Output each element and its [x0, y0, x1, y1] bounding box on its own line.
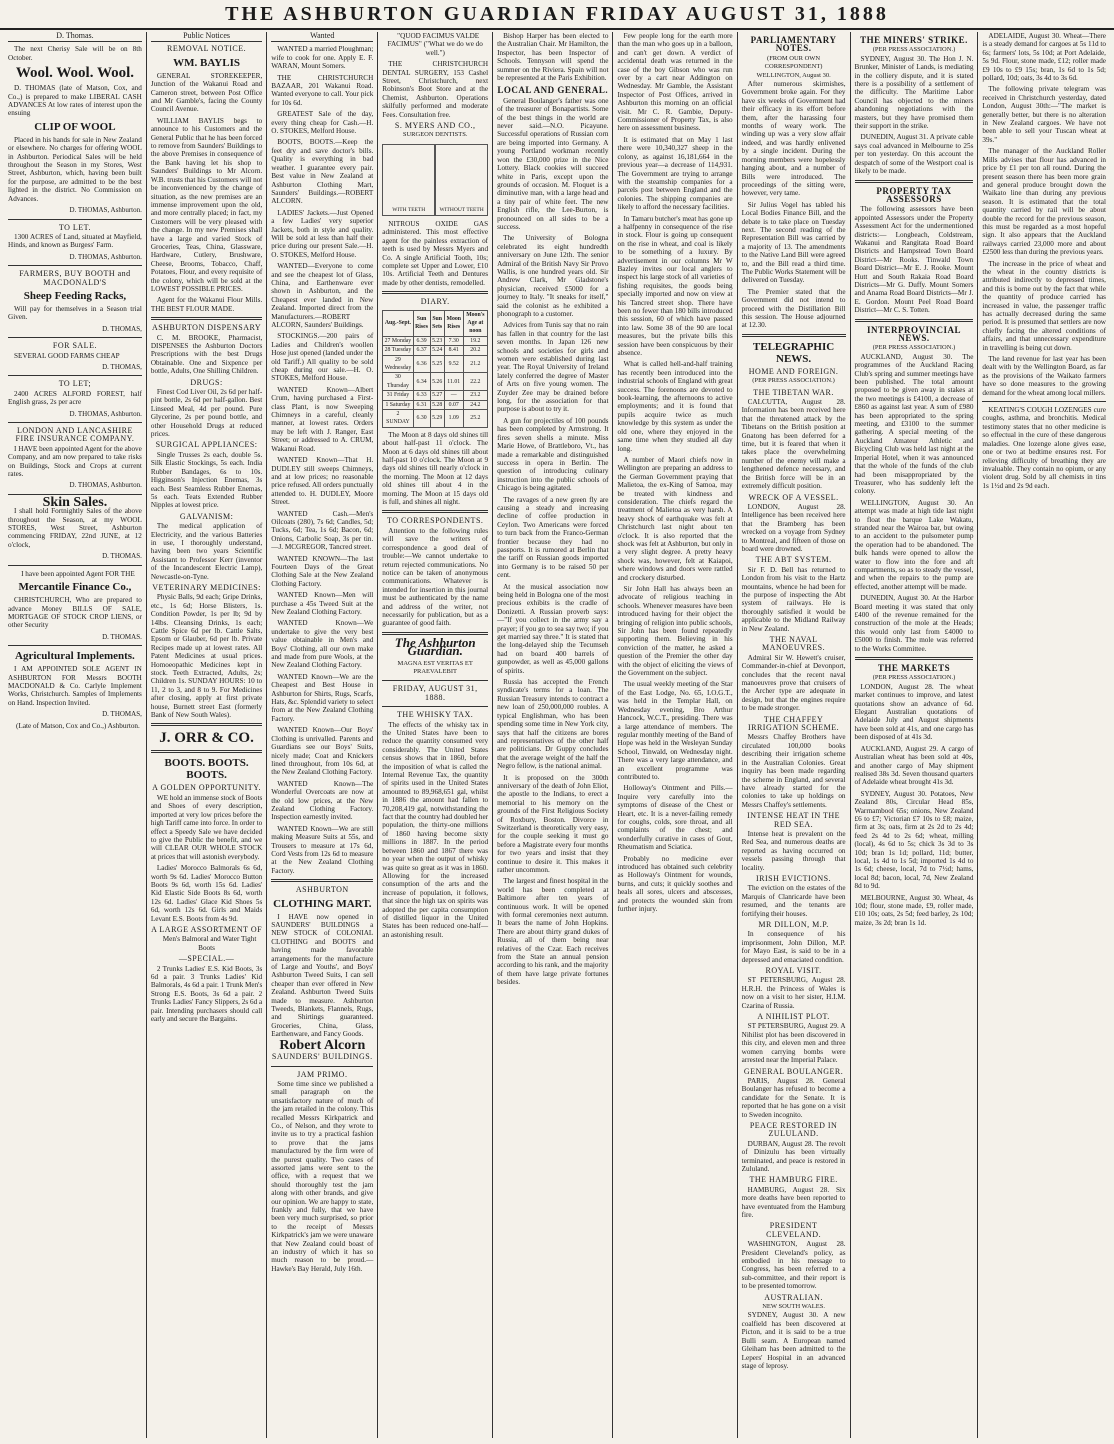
notice-text: 1300 ACRES of Land, situated at Mayfield, Hinds, and known as Burgess' Farm. [8, 232, 142, 250]
sub-heading: NEW SOUTH WALES. [762, 1303, 825, 1311]
table-cell: 30 Thursday [383, 373, 413, 391]
notice-text: (Late of Matson, Cox and Co.,) Ashburton. [16, 721, 140, 730]
notice-text: I shall hold Fortnightly Sales of the above throughout the Season, at my WOOL STORES, West Street, Ashburton commencing FRIDAY, 22nd JUNE, at 12 o'clock, [8, 507, 142, 549]
divider [982, 401, 1106, 402]
notice-text: 2400 ACRES ALFORD FOREST, half English grass, 2s per acre [8, 389, 142, 407]
article-heading: THE TIBETAN WAR. [753, 387, 834, 397]
table-cell: 0.07 [444, 400, 463, 409]
sub-heading: SURGICAL APPLIANCES: [155, 440, 258, 450]
article-text: Attention to the following rules will save the writers of correspondence a good deal of trouble:—We cannot undertake to return rejected communications. No notice can be taken of anonymous communications. Whatever is intended for insertion in this journal must be authenticated by the name and address of the writer, not necessarily for publication, but as a guarantee of good faith. [382, 526, 489, 628]
notice-text: I have been appointed Agent FOR THE [21, 569, 135, 578]
signature: D. THOMAS, Ashburton. [69, 409, 142, 418]
masthead: THE ASHBURTON GUARDIAN FRIDAY AUGUST 31, 1888 [0, 0, 1114, 30]
article-text: Russia has accepted the French syndicate's terms for a loan. The Russian Treasury intends to contract a new loan of 250,000,000 roubles. A typical Englishman, who has been spending some time in New York city, says that half the citizens are bores and representatives of the other half are politicians. Dr Guppy concludes that the average weight of the half the Negro fellow, is the national animal. [497, 678, 609, 771]
article-text: A gun for projectiles of 100 pounds has been completed by Armstrong. It fires seven shells a minute. Miss Marie Howe, of Brattleboro, Vt., has made a remarkable and distinguished success in opera in Berlin. The question of introducing culinary instruction into the public schools of Chicago is being agitated. [497, 416, 609, 493]
signature: D. THOMAS. [102, 552, 142, 561]
column-4 [378, 32, 493, 1438]
article-text: Sir Julius Vogel has tabled his Local Bodies Finance Bill, and the debate is to take place on Tuesday next. The second reading of the Representation Bill was carried by a majority of 13. The amendments to the Native Land Bill were agreed to, and the Bill read a third time. The Public Works Statement will be delivered on Tuesday. [741, 200, 846, 285]
article-text: MELBOURNE, August 30. Wheat, 4s 10d; flour, stone made, £9, roller made, £10 10s; oats, 2s 5d; feed barley, 2s 10d; maize, 3s 2d; bran 1s 1d. [854, 893, 974, 927]
baylis-heading: WM. BAYLIS [173, 56, 240, 69]
table-row [383, 336, 488, 345]
signature: D. THOMAS, Ashburton. [69, 206, 142, 215]
article-text: WASHINGTON, August 28. President Cleveland's policy, as embodied in his message to Congress, has been referred to a sub-committee, and their report is to be presented tomorrow. [741, 1240, 846, 1291]
article-text: The manager of the Auckland Roller Mills advises that flour has advanced in price by £1 per ton all round. During the present season there has been more grain and general produce brought down the Waikato line than during any previous season. It is estimated that the total quantity carried by rail will be about double the record for the previous season, this must be regarded as a most hopeful sign. It also appears that the Auckland railways carried 23,000 more and about £2500 less than during the previous years. [982, 147, 1106, 257]
article-text: Some time since we published a small paragraph on the unsatisfactory nature of much of the jam retailed in the colony. This recalled Messrs Kirkpatrick and Co., of Nelson, and they wrote to invite us to try a practical fashion to prove that the jams manufactured by the firm were of the purest quality. Two cases of assorted jams were sent to the office, with a request that we should thoroughly test the jam along with other brands, and give our opinion. We are happy to state, frankly and fully, that we have been very much surprised, so prior to the receipt of Messrs Kirkpatrick's jam we were unaware that New Zealand could boast of an industry of which it has so much reason to be proud.—Hawke's Bay Herald, July 16th. [271, 1079, 374, 1273]
ad-text: I HAVE now opened in SAUNDERS' BUILDINGS a NEW STOCK of COLONIAL CLOTHING and BOOTS and having made favorable arrangements for the manufacture of Large and Youths', and Boys' Ashburton Tweed Suits, I can sell cheaper than ever offered in New Zealand. Ashburton Tweed Suits made to measure. Ashburton Tweeds, Blankets, Flannels, Rugs, and Shirtings guaranteed. Groceries, China, Glass, Earthenware, and Fancy Goods. [271, 912, 374, 1039]
column-1 [4, 32, 147, 1438]
mart-heading: CLOTHING MART. [273, 897, 372, 910]
table-cell: 31 Friday [383, 391, 413, 400]
table-row [383, 391, 488, 400]
article-text: ST PETERSBURG, August 29. A Nihilist plot has been discovered in this city, and eleven men and three women carrying bombs were arrested near the Imperial Palace. [741, 1022, 846, 1065]
article-heading: ROYAL VISIT. [765, 966, 822, 976]
table-cell: 28 Tuesday [384, 347, 412, 354]
article-text: Advices from Tunis say that no rain has fallen in that country for the last seven months. In Japan 126 new schools and societies for girls and women were established during last year. The Royal University of Ireland lately conferred the degree of Master of Arts on five young women. The Zuyder Zee may be drained before long, for the association for that purpose is about to try it. [497, 321, 609, 414]
article-text: General Boulanger's father was one of the treasurer of Bonapartists. Some of the best things in the world are never said.—N.O. Picayune. Successful operations of Russian corn are being imported into Germany. A young Portland workman recently won the £30,000 prize in the Nice Lottery. Black cookies will succeed white in Paris, except upon the grounds of occasion. M. Floquet is a diminutive man, with a large head and a tiny pair of white feet. The new English rifle, the Lee-Burton, is pronounced on all sides to be a success. [497, 96, 609, 231]
section-heading: FARMERS, BUY BOOTH and MACDONALD'S [19, 269, 131, 287]
section-heading: THE MINERS' STRIKE. [860, 35, 968, 45]
sub-heading: A LARGE ASSORTMENT OF [151, 924, 263, 934]
wanted-ad: STOCKINGS.—200 pairs of Ladies and Children's woollen Hose just opened (landed under the old Tariff.) All quality to be sold cheap during our sale.—H. O. STOKES, Melford House. [271, 332, 374, 383]
column-8 [851, 32, 979, 1438]
wool-heading: Wool. Wool. Wool. [15, 65, 135, 82]
dateline: WELLINGTON, August 30. [756, 71, 831, 79]
article-heading: THE WHISKY TAX. [397, 710, 474, 720]
divider [382, 706, 488, 707]
article-text: DURBAN, August 28. The revolt of Dinizulu has been virtually terminated, and peace is restored in Zululand. [741, 1139, 846, 1173]
article-heading: THE HAMBURG FIRE. [749, 1175, 838, 1185]
sub-heading: SAUNDERS' BUILDINGS. [271, 1052, 373, 1062]
article-text: The Premier stated that the Government did not intend to proceed with the Distillation Bill this session. The House adjourned at 12.30. [741, 287, 846, 330]
divider [271, 1066, 373, 1067]
article-text: The following assessors have been appointed Assessors under the Property Assessment Act for the undermentioned districts:— Longbeach, Coldstream, Wakanui and Rangitata Road Board Districts and Hampstead Town Board District—Mr Rooks. Tinwald Town Board District—Mr E. J. Rooke. Mount Hutt and South Rakaia Road Board Districts—Mr G. Duffy. Mount Somers and Anama Road Board Districts—Mr J. E. Gordon. Mount Peel Road Board District—Mr C. S. Totten. [854, 205, 974, 315]
wanted-ad: WANTED Known—We are still making Measure Suits at 55s, and Trousers to measure at 17s 6d, Cord Vests from 12s 6d to measure at the New Zealand Clothing Factory. [271, 824, 374, 875]
table-cell: 19.2 [463, 336, 487, 345]
signature: D. THOMAS, Ashburton. [69, 252, 142, 261]
wanted-ad: WANTED Known—That H. DUDLEY still sweeps Chimneys, and at low prices; no reasonable price refused. All orders punctually attended to. H. DUDLEY, Moore Street. [271, 456, 374, 507]
column-heading: Public Notices [151, 32, 262, 42]
table-cell: 22.2 [463, 373, 487, 391]
table-cell: 6.36 [413, 355, 430, 373]
article-text: The largest and finest hospital in the world has been completed at Baltimore after ten years of continuous work. It will be opened with formal ceremonies next autumn. It bears the name of John Hopkins. There are about thirty grand dukes of Russia, all of them being near relatives of the Czar. Each receives from the State an annual pension according to his rank, and the majority of them have large private fortunes besides. [497, 877, 609, 987]
wanted-ad: WANTED Known—Men will purchase a 45s Tweed Suit at the New Zealand Clothing Factory. [271, 591, 374, 616]
agri-heading: Agricultural Implements. [15, 650, 135, 663]
orr-heading: J. ORR & CO. [159, 730, 254, 747]
byline: (PER PRESS ASSOCIATION.) [872, 46, 956, 54]
ad-text: Agent for the Wakanui Flour Mills. THE BEST FLOUR MADE. [150, 296, 263, 313]
divider [8, 422, 142, 423]
newspaper-flag: The Ashburton Guardian. [394, 634, 476, 659]
article-text: The eviction on the estates of the Marquis of Clanricarde have been resumed, and the tenants are fortifying their houses. [741, 884, 846, 918]
table-cell: 29 Wednesday [384, 356, 412, 371]
table-cell: 6.39 [413, 336, 430, 345]
article-text: Sir John Hall has always been an advocate of religious teaching in schools. Whenever measures have been introduced having for their object the bringing of religion into public schools, Sir John has been found repeatedly supporting them. Believing in his conviction of the matter, he asked a question of the Premier the other day with the object of eliciting the views of the Government on the subject. [617, 585, 733, 678]
table-cell: 7.30 [444, 336, 463, 345]
table-row [383, 355, 488, 373]
column-6 [613, 32, 737, 1438]
section-heading: LONDON AND LANCASHIRE FIRE INSURANCE COMPANY. [15, 426, 135, 444]
face-illustration-left [382, 144, 435, 216]
caption: WITH TEETH [392, 207, 426, 214]
column-heading: Wanted [271, 32, 373, 42]
ad-text: 2 Trunks Ladies' E.S. Kid Boots, 3s 6d a pair. 3 Trunks Ladies' Kid Balmorals, 4s 6d a pair. 1 Trunk Men's Strong E.S. Boots, 3s 6d a pair. 2 Trunks Ladies' Fancy Slippers, 2s 6d a pair. Intending purchasers should call early and secure the Bargains. [150, 964, 263, 1024]
article-heading: INTENSE HEAT IN THE RED SEA. [747, 811, 841, 829]
byline: (PER PRESS ASSOCIATION.) [872, 344, 956, 352]
ad-text: THE CHRISTCHURCH DENTAL SURGERY, 153 Cashel Street, Christchurch, next Robinson's Boot Store and at the Chemist, Ashburton. Operations skilfully performed and moderate Fees. Consultation free. [382, 60, 489, 119]
table-cell: 1.09 [444, 410, 463, 428]
section-heading: ASHBURTON [295, 885, 349, 895]
table-cell: — [444, 391, 463, 400]
table-cell: 5.27 [430, 391, 444, 400]
byline: (PER PRESS ASSOCIATION.) [752, 377, 835, 385]
divider [855, 657, 974, 660]
article-text: The following private telegram was received in Christchurch yesterday, dated London, August 30th:—"The market is generally better, but there is no alteration in New Zealand cargoes. We have not been able to sell your Tuscan wheat at 39s." [982, 85, 1106, 144]
divider [8, 337, 142, 338]
notice-text: Placed in his hands for sale in New Zealand or elsewhere. No charges for offering WOOL in Ashburton. Periodical Sales will be held throughout the Season in my Stores, West Street, Ashburton, which, having been built for the purpose, are admitted to be the best lighted in the district. No Commission on Advances. [8, 135, 142, 203]
table-cell: 25.2 [463, 410, 487, 428]
article-text: The land revenue for last year has been dealt with by the Wellington Board, as far as the provisions of the Waikato farmers have so done measures to the growing demand for the wheat among local millers. [982, 355, 1106, 397]
divider [8, 565, 142, 566]
notice-text: The next Cherisy Sale will be on 8th October. [8, 45, 142, 62]
wanted-ad: WANTED Cash.—Men's Oilcoats (280), 7s 6d; Candles, 5d; Tucks, 6d; Tea, 1s 6d; Bacon, 6d; Onions, Carbolic Soap, 3s per tin.—J. MCGREGOR, Tancred street. [271, 509, 374, 552]
notice-text: I HAVE been appointed Agent for the above Company, and am now prepared to take risks on Buildings, Stock and Crops at current rates. [8, 444, 142, 479]
article-heading: WRECK OF A VESSEL. [748, 492, 839, 502]
article-heading: IRISH EVICTIONS. [756, 873, 832, 883]
column-2 [147, 32, 267, 1438]
divider [382, 291, 488, 294]
wanted-ad: WANTED Known—The Wonderful Overcoats are now at the old low prices, at the New Zealand Clothing Factory. Inspection earnestly invited. [271, 779, 374, 822]
article-text: AUCKLAND, August 29. A cargo of Australian wheat has been sold at 40s, and another cargo of May shipment realised 38s 3d. Seven thousand quarters of Adelaide wheat brought 41s 3d. [854, 744, 974, 787]
divider [382, 680, 488, 681]
divider [8, 375, 142, 376]
divider [151, 723, 262, 726]
table-cell: 21.2 [463, 355, 487, 373]
ad-text: KEATING'S COUGH LOZENGES cure coughs, asthma, and bronchitis. Medical testimony states that no other medicine is so effectual in the cure of these dangerous maladies. One lozenge alone gives ease, one or two at bedtime ensures rest. For relieving difficulty of breathing they are invaluable. They contain no opium, or any violent drug. Sold by all chemists in tins 1s 1½d and 2s 9d each. [982, 406, 1106, 490]
notice-text: I AM APPOINTED SOLE AGENT IN ASHBURTON FOR Messrs BOOTH MACDONALD & Co. Carlyle Implement Works, Christchurch. Samples of Implements on Hand. Inspection Invited. [8, 665, 142, 707]
diary-table [382, 310, 488, 428]
ad-text: Ladies' Morocco Balmorals 6s 6d, worth 9s 6d. Ladies' Morocco Button Boots 9s 6d, worth 15s 6d. Ladies' Kid Elastic Side Boots 8s 6d, worth 12s 6d. Ladies' Glace Kid Shoes 5s 6d, worth 12s 6d. Girls and Maids Levant E.S. Boots from 4s 9d. [150, 864, 263, 923]
table-cell: 23.2 [463, 391, 487, 400]
wanted-ad: BOOTS, BOOTS.—Keep the feet dry and save doctor's bills. Quality is everything in bad weather. I guarantee every pair. Best value in New Zealand at Ashburton Clothing Mart, Saunders' Buildings.—ROBERT ALCORN. [271, 138, 374, 206]
ad-text: GENERAL STOREKEEPER, Junction of the Wakanui Road and Cameron street, between Post Office and Mr Gamble's, facing the County Council Avenue. [150, 71, 263, 114]
signature: D. THOMAS, [102, 710, 142, 719]
article-text: Messrs Chaffey Brothers have circulated 100,000 books describing their irrigation scheme in the Australian Colonies. Great inquiry has been made regarding the scheme in England, and several have already started for the colonies to take up holdings on Messrs Chaffey's settlements. [741, 733, 846, 809]
sub-heading: SURGEON DENTISTS. [402, 131, 468, 139]
section-heading: PARLIAMENTARY NOTES. [750, 35, 837, 54]
divider [8, 645, 142, 646]
table-cell: 5.28 [430, 400, 444, 409]
mercantile-heading: Mercantile Finance Co., [18, 581, 132, 594]
article-text: WELLINGTON, August 30. An attempt was made at high tide last night to float the barque Lake Wakatu, stranded near the Wairoa bar, but owing to an accident to the pulsometer pump the operation had to be abandoned. The bulk hands were opened to allow the water to flow into the fore and aft compartments, so as to steady the vessel, and when the repairs to the pump are effected, another attempt will be made. [854, 498, 974, 591]
article-text: DUNEDIN, August 31. A private cable says coal advanced in Melbourne to 25s per ton yesterday. On this account the despatch of some of the Westport coal is likely to be made. [854, 133, 974, 176]
article-text: The University of Bologna celebrated its eight hundredth anniversary on June 12th. The senior Admiral of the British Navy Sir Provo Wallis, is one hundred years old. Sir Andrew Clark, Mr Gladstone's physician, received £5000 for a journey to Italy. "It sneaks for itself," said the colonist as he exhibited a phonograph to a customer. [497, 234, 609, 318]
wanted-ad: WANTED Known—We are the Cheapest and Best House in Ashburton for Shirts, Rugs, Scarfs, Hats, &c. Splendid variety to select from at the New Zealand Clothing Factory. [271, 672, 374, 723]
article-text: ADELAIDE, August 30. Wheat—There is a steady demand for cargoes at 5s 11d to 6s; farmers' lots, 5s 10d; at Port Adelaide, 5s 9d. Flour, stone made, £12; roller made £9 10s to £9 15s; bran, 1s 6d to 1s 5d; pollard, 10d; oats, 3s 4d to 3s 6d. [982, 32, 1106, 83]
table-cell: 6.34 [413, 373, 430, 391]
article-text: LONDON, August 28. Intelligence has been received here that the Bramberg has been wrecked on a voyage from Sydney to Montreal, and fifteen of those on board were drowned. [741, 502, 846, 553]
sub-heading: GALVANISM: [179, 511, 234, 521]
table-cell: 6.31 [413, 400, 430, 409]
article-heading: THE ABT SYSTEM. [755, 555, 832, 565]
table-row [383, 410, 488, 428]
article-text: At the musical association now being held in Bologna one of the most precious exhibits is the cradle of Donizetti. A Russian proverb says:—"If you collect in the army say a prayer; if you go to sea say two; if you get married say three." It is stated that the long-delayed ship the Tecumseh had on board 400 barrels of gunpowder, as well as 45,000 gallons of spirits. [497, 582, 609, 675]
column-5 [493, 32, 613, 1438]
signature: D. THOMAS, [102, 324, 142, 333]
article-text: A number of Maori chiefs now in Wellington are preparing an address to the German Government praying that Malietoa, the ex-King of Samoa, may be treated with kindness and consideration. The chiefs regard the treatment of Malietoa as very harsh. A heavy shock of earthquake was felt at Christchurch last night about ten o'clock. It is also reported that the shock was felt at Ashburton, but only in a very slight degree. A pretty heavy shock was, however, felt at Kaiapoi, where windows and doors were rattled and crockery disturbed. [617, 455, 733, 582]
article-text: Intense heat is prevalent on the Red Sea, and numerous deaths are reported as having occurred on vessels passing through that locality. [741, 829, 846, 872]
section-heading: S. MYERS AND CO., [394, 121, 476, 131]
column-7 [738, 32, 851, 1438]
face-illustration-right [435, 144, 488, 216]
wanted-ad: WANTED KNOWN—The last Fourteen Days of the Great Clothing Sale at the New Zealand Clothing Factory. [271, 554, 374, 588]
article-text: In Tamaru butcher's meat has gone up a halfpenny in consequence of the rise in stock. Flour is going up consequent on the rise in wheat, and coal is likely to be something of a luxury. By advertisement in our columns Mr W Bazley invites our local anglers to inspect his large stock of all varieties of fishing requisites, the goods being specially imported and now on view at his Tancred street shop. There have been no fewer than 180 bills introduced this session, 60 of which have passed into law. Some 38 of the 90 are local measures, but the private bills this session have been conspicuous by their absence. [617, 214, 733, 358]
table-header-cell: Sun Rises [413, 310, 430, 336]
table-cell: 24.2 [463, 400, 487, 409]
signature: D. THOMAS, Ashburton. [69, 481, 142, 490]
article-text: ST PETERSBURG, August 28. H.R.H. the Princess of Wales is now on a visit to her sister, H.I.M. Czarina of Russia. [741, 976, 846, 1010]
ad-text: NITROUS OXIDE GAS administered. This most effective agent for the painless extraction of teeth is used by Messrs Myers and Co. A single Artificial Tooth, 10s; complete set Upper and Lower, £10 10s. Artificial Teeth and Dentures made by other dentists, remodelled. [382, 219, 489, 287]
table-cell: 2 SUNDAY [383, 410, 413, 428]
article-text: It is estimated that on May 1 last there were 10,340,327 sheep in the colony, as against 16,181,664 in the previous year—a decrease of 114,931. The Government are trying to arrange with the steamship companies for a parcels post between England and the colonies. The shipping companies are likely to afford the necessary facilities. [617, 135, 733, 212]
byline: (FROM OUR OWN CORRESPONDENT) [764, 54, 823, 71]
table-cell: 5.26 [430, 373, 444, 391]
table-cell: 5.23 [430, 336, 444, 345]
article-text: SYDNEY, August 30. The Hon J. N. Brunker, Minister of Lands, is mediating in the colliery dispute, and it is stated there is a possibility of a settlement of the difficulty. The Maritime Labor Council has objected to the miners abandoning negotiations with the masters, but they have promised them their support in the strike. [854, 54, 974, 131]
table-header-row [383, 310, 488, 336]
article-text: The Moon at 8 days old shines till about half-past 11 o'clock. The Moon at 6 days old shines till about half-past 10 o'clock. The Moon at 9 days old shines till nearly o'clock in the morning. The Moon at 12 days old shines till about 4 in the morning. The Moon at 15 days old is full, and shines all night. [382, 430, 489, 507]
dental-illustration [382, 144, 488, 216]
table-cell: 1 Saturday [383, 400, 413, 409]
article-text: Few people long for the earth more than the man who goes up in a balloon, and can't get down. A verdict of accidental death was returned in the case of the boy Gibson who was run over by a cart near Addington on Wednesday. Mr Gamble, the Assistant Inspector of Post Offices, arrived in Ashburton this morning on an official visit. Mr C. R. Gambie, Deputy-Commissioner of Property Tax, is also here on assessment business. [617, 32, 733, 133]
wanted-ad: THE CHRISTCHURCH BAZAAR, 201 Wakanui Road. Wanted everyone to call. Your pick for 10s 6d. [271, 73, 374, 107]
motto: MAGNA EST VERITAS ET PRAEVALEBIT [397, 659, 473, 675]
article-text: The increase in the price of wheat and the wheat in the country districts is attributed indirectly to depressed times, and this is borne out by the fact that while the quantity of produce carried has increased in value, the passenger traffic has actually decreased during the same period. It is presumed that settlers are now chiefly facing the altered conditions of affairs, and that unnecessary expenditure in travelling is being cut down. [982, 259, 1106, 352]
divider [855, 319, 974, 322]
byline: (PER PRESS ASSOCIATION.) [872, 674, 956, 682]
article-text: SYDNEY, August 30. Potatoes, New Zealand 80s, Circular Head 85s, Warrnambool 65s; onions, New Zealand £6 to £7; Victorian £7 10s to £8; maize, firm at 3s; oats, firm at 2s 2d to 2s 4d; feed 2s 4d to 2s 6d; wheat, milling (local), 4s 6d to 5s; chick 3s 3d to 3s 10d; bran 1s 1d; pollard, 11d; butter, local, 1s 4d to 1s 5d; imported 1s 4d to 1s 6d; cheese, local, 7d to 7½d; hams, local 8d; bacon, local, 7d, New Zealand 8d to 9d. [854, 789, 974, 891]
article-text: In consequence of his imprisonment, John Dillon, M.P. for Mayo East, is said to be in a depressed and emaciated condition. [741, 930, 846, 964]
sub-heading: HOME AND FOREIGN. [748, 366, 839, 376]
section-heading: THE MARKETS [877, 663, 951, 674]
article-heading: A NIHILIST PLOT. [757, 1012, 830, 1022]
article-heading: PEACE RESTORED IN ZULULAND. [749, 1120, 838, 1139]
section-heading: LOCAL AND GENERAL. [497, 85, 609, 96]
ad-text: WILLIAM BAYLIS begs to announce to his Customers and the General Public that he has been forced to remove from Saunders' Buildings to the above Premises in consequence of the Bank having let his shop to Saunders' Buildings to Mr Alcorn. W.B. trusts that his Customers will not be inconvenienced by the change of situation, as the new premises are an immense improvement upon the old, and more centrally placed; in fact, my Customers will be very pleased with the change. In my new Premises shall have a large and varied Stock of Groceries, Teas, China, Glassware, Hardware, Cutlery, Brushware, Cheese, Brooms, Tobacco, Chaff, Potatoes, Flour, and every requisite of the colony, which will be sold at the LOWEST POSSIBLE PRICES. [150, 116, 263, 293]
wanted-ad: WANTED—Everyone to come and see the cheapest lot of Glass, China, and Earthenware ever shown in Ashburton, and the Cheapest ever landed in New Zealand. Imported direct from the Manufacturers.—ROBERT ALCORN, Saunders' Buildings. [271, 262, 374, 329]
article-text: It is proposed on the 300th anniversary of the death of John Eliot, the apostle to the Indians, to erect a memorial to his memory on the grounds of the First Religious Society of Roxbury, Boston. Divorce in Switzerland is theoretically very easy, for the couple seeking it must go before a Magistrate every four months for two years and insist that they continue to desire it. This makes it rather uncommon. [497, 773, 609, 874]
article-text: Sir F. D. Bell has returned to London from his visit to the Hartz mountains, whence he had been for the purpose of inspecting the Abt system of railways. He is thoroughly satisfied it would be applicable to the Midland Railway in New Zealand. [741, 565, 846, 633]
table-cell: 5.24 [430, 346, 444, 355]
section-heading: FOR SALE. [52, 341, 97, 351]
article-text: The effects of the whisky tax in the United States have been to reduce the quantity consumed very considerably. The United States census shows that in 1860, before the imposition of what is called the Internal Revenue Tax, the quantity of spirits used in the United States amounted to 89,968,651 gal, whilst in 1886 the amount had fallen to 70,208,419 gal, notwithstanding the fact that the country had doubled her population, the thirty-one millions of 1860 having become sixty millions in 1887. In the period between 1860 and 1867 there was no year when the output of whisky was quite so great as it was in 1860. Allowing for the increased consumption of the arts and the increase of population, it follows, that since the high tax on spirits was adopted the per capita consumption of distilled liquor in the United States has been reduced one-half—an astonishing result. [382, 720, 489, 939]
section-heading: DIARY. [420, 297, 450, 307]
section-heading: TO LET; [58, 379, 92, 389]
section-heading: PROPERTY TAX ASSESSORS [876, 185, 952, 204]
article-text: Holloway's Ointment and Pills.—Inquire very carefully into the symptoms of disease of the Chest or Heart, etc. It is a never-failing remedy for coughs, colds, sore throat, and all complaints of the chest; and wonderfully curative in cases of Gout, Rheumatism and Sciatica. [617, 784, 733, 852]
article-text: Probably no medicine ever introduced has obtained such celebrity as Holloway's Ointment for wounds, burns, and cuts; it quickly soothes and heals all sores, ulcers and abscesses, and protects the wounded skin from further injury. [617, 854, 733, 914]
ad-text: Men's Balmoral and Water Tight Boots [162, 935, 257, 952]
article-text: What is called hell-and-half training has recently been introduced into the industrial schools of England with great success. The forenoons are devoted to book-learning, the afternoons to active employments; and it is found that pupils acquire twice as much knowledge by this system as under the old one, where they enjoyed in the same time when they studied all day long. [617, 360, 733, 453]
column-9 [978, 32, 1110, 1438]
sub-heading: —SPECIAL.— [178, 954, 235, 964]
clip-heading: CLIP OF WOOL [34, 120, 116, 133]
divider [8, 265, 142, 266]
divider [855, 180, 974, 183]
divider [151, 750, 262, 753]
column-heading: D. Thomas. [8, 32, 142, 42]
section-heading: REMOVAL NOTICE. [167, 44, 247, 54]
article-heading: AUSTRALIAN. [764, 1292, 823, 1302]
article-heading: GENERAL BOULANGER. [743, 1066, 844, 1076]
divider [151, 317, 262, 320]
table-cell: 11.01 [444, 373, 463, 391]
article-heading: THE CHAFFEY IRRIGATION SCHEME. [747, 714, 840, 733]
table-header-cell: Moon Rises [444, 310, 463, 336]
table-body [383, 336, 488, 427]
section-heading: TO LET. [58, 222, 91, 232]
article-heading: PRESIDENT CLEVELAND. [766, 1221, 822, 1239]
section-heading: JAM PRIMO. [297, 1069, 348, 1079]
wanted-ad: GREATEST Sale of the day, every thing cheap for Cash.—H. O. STOKES, Melford House. [271, 110, 374, 136]
table-cell: 8.41 [444, 346, 463, 355]
ad-text: Single Trusses 2s each, double 5s. Silk Elastic Stockings, 5s each. India Rubber Bandages, 6s to 10s. Higginson's Injection Enemas, 3s each. Best Seamless Rubber Enemas, 5s each. Teats Extended Rubber Nipples at lowest price. [150, 450, 263, 510]
table-row [383, 373, 488, 391]
article-text: SYDNEY, August 30. A new coalfield has been discovered at Picton, and it is said to be a true Bulli seam. A European named Gleiham has been admitted to the Lepers' Hospital in an advanced stage of leprosy. [741, 1311, 846, 1370]
article-text: HAMBURG, August 28. Six more deaths have been reported to have eventuated from the Hamburg fire. [741, 1185, 846, 1219]
section-heading: ASHBURTON DISPENSARY [151, 323, 262, 333]
article-text: Admiral Sir W. Hewett's cruiser, Commander-in-chief at Devonport, concludes that the recent naval manoeuvres prove that cruisers of the Archer type are adequate in design, but that the engines require to be made stronger. [741, 653, 846, 713]
divider [8, 219, 142, 220]
table-cell: 20.2 [463, 346, 487, 355]
telegraphic-heading: TELEGRAPHIC NEWS. [752, 340, 835, 365]
notice-text: Will pay for themselves in a Season trial Given. [8, 304, 142, 322]
table-cell: 6.33 [413, 391, 430, 400]
table-cell: 27 Monday [384, 337, 412, 344]
racks-heading: Sheep Feeding Racks, [23, 289, 127, 302]
notice-text: SEVERAL GOOD FARMS CHEAP [14, 351, 120, 360]
column-3 [267, 32, 378, 1438]
issue-date: FRIDAY, AUGUST 31, 1888. [392, 684, 478, 702]
article-text: DUNEDIN, August 30. At the Harbor Board meeting it was stated that only £400 of the revenue remained for the construction of the mole at the Heads; this would only last from £4000 to £5000 to finish. The mole was referred to the Works Committee. [854, 594, 974, 653]
table-cell: 9.52 [444, 355, 463, 373]
section-heading: INTERPROVINCIAL NEWS. [866, 324, 961, 343]
caption: WITHOUT TEETH [439, 207, 484, 214]
article-text: The ravages of a new green fly are causing a steady and increasing decline of coffee production in Ceylon. Two Americans were forced to turn back from the Franco-German frontier because they had no passports. It is rumored at Berlin that the tariff on Russian goods imported into Germany is to be raised 50 per cent. [497, 495, 609, 580]
article-text: Bishop Harper has been elected to the Australian Chair. Mr Hamilton, the Inspector, has been Inspector of Schools. Tennyson will spend the summer on the Riviera. Spain will not be represented at the Paris Exhibition. [497, 32, 609, 83]
table-header-cell: Sun Sets [430, 310, 444, 336]
wanted-ad: WANTED a married Ploughman; wife to cook for one. Apply E. F. WARAN, Mount Somers. [271, 45, 374, 71]
article-text: AUCKLAND, August 30. The programmes of the Auckland Racing Club's spring and summer meetings have been published. The total amount proposed to be given away in stakes at the two meetings is £4100, a decrease of £860 as against last year. A sum of £980 has been appropriated to the spring meeting, and £3100 to the summer gathering. A special meeting of the Auckland Amateur Athletic and Bicycling Club was held last night at the Imperial Hotel, when it was announced that the whole of the funds of the club had been misappropriated by the Treasurer, who has suddenly left the colony. [854, 352, 974, 496]
table-row [383, 400, 488, 409]
divider [742, 334, 846, 337]
divider [271, 879, 373, 882]
table-cell: 6.37 [413, 346, 430, 355]
ad-text: WE hold an immense stock of Boots and Shoes of every description, imported at very low prices before the high Tariff came into force. In order to effect a Speedy Sale we have decided to give the Public the benefit, and we will CLEAR OUR WHOLE STOCK at prices that will astonish everybody. [150, 793, 263, 861]
wanted-ad: WANTED Known—Our Boys' Clothing is unrivalled. Parents and Guardians see our Boys' Suits, nicely made; Coat and Knickers lined throughout, from 10s 6d, at the New Zealand Clothing Factory. [271, 726, 374, 777]
table-header-cell: Moon's Age at noon [463, 310, 487, 336]
notice-text: CHRISTCHURCH, Who are prepared to advance Money BILLS OF SALE, MORTGAGE OF STOCK CROP LIENS, or other Security [8, 596, 142, 630]
wanted-ad: WANTED Known—Albert Crum, having purchased a First-class Plant, is now Sweeping Chimneys in a careful, cleanly manner, at lowest rates. Orders may be left with J. Ranger, East Street; or addressed to A. CRUM, Wakanui Road. [271, 385, 374, 453]
columns [4, 32, 1110, 1438]
ad-text: The medical application of Electricity, and the various Batteries in use, I thoroughly understand, having been two years Scientific Assistant to Professor Kerr (inventor of the Incandescent Electric Lamp), Newcastle-on-Tyne. [150, 522, 263, 581]
article-heading: THE NAVAL MANOEUVRES. [762, 635, 826, 653]
notice-text: D. THOMAS (late of Matson, Cox, and Co.,) is prepared to make LIBERAL CASH ADVANCES At low rates of interest upon the ensuing [8, 84, 142, 118]
signature: D. THOMAS. [102, 632, 142, 641]
wanted-ad: WANTED Known—We undertake to give the very best value obtainable in Men's and Boys' Clothing, all our own make and made from pure Wools, at the New Zealand Clothing Factory. [271, 619, 374, 670]
article-text: After numerous skirmishes, Government broke again. For they have six weeks of Government had their efficacy in its effort before them, after the harassing four months of weary work. The winding up was a very slow affair indeed, and was hardly enlivened by a single incident. During the morning members were hopelessly hanging about, and a number of Bills were introduced. The proceedings of the sitting were, however, very tame. [741, 80, 846, 198]
section-heading: TO CORRESPONDENTS. [386, 516, 484, 526]
wanted-ad: LADIES' Jackets.—Just Opened a few Ladies' very superior Jackets, both in style and quality. Will be sold at less than half their price during our present Sale.—H. O. STOKES, Melford House. [271, 208, 374, 259]
ad-text: Physic Balls, 9d each; Gripe Drinks, etc., 1s 6d; Horse Blisters, 1s. Condition Powder, 1s per lb; 9d by 14lbs. Cleansing Drinks, 1s each; Cattle Spice 6d per lb. Cattle Salts, Epsom or Glauber, 6d per lb. Private Recipes made up at lowest rates. All Patent Medicines at usual prices. Homoeopathic Medicines kept in stock. Teeth Extracted, Adults, 2s; Children 1s. SUNDAY HOURS: 10 to 11, 2 to 3, and 8 to 9. For Medicines after closing, apply at first private house, Burnett street East (formerly Bank of New South Wales). [150, 593, 263, 720]
table-cell: 5.29 [430, 410, 444, 428]
signature: D. THOMAS, [102, 362, 142, 371]
motto-text: "QUOD FACIMUS VALDE FACIMUS" ("What we do we do well.") [387, 32, 483, 57]
table-cell: 6.30 [413, 410, 430, 428]
table-cell: 5.25 [430, 355, 444, 373]
sub-heading: DRUGS: [190, 377, 223, 387]
boots-heading: BOOTS. BOOTS. BOOTS. [164, 757, 249, 782]
table-row [383, 346, 488, 355]
ad-text: Finest Cod Liver Oil, 2s 6d per half-pint bottle, 2s 6d per half-gallon. Best Linseed Meal, 4d per pound. Pure Glycerine, 2s per pound bottle, and other Household Drugs at reduced prices. [150, 388, 263, 439]
article-text: CALCUTTA, August 28. Information has been received here that the threatened attack by the Tibetans on the British position at Gnatong has been deferred for a time, but it is feared that when it takes place the overwhelming number of the enemy will make a lengthened defence necessary, and the British force will be in an extremely difficult position. [741, 398, 846, 491]
article-text: LONDON, August 28. The wheat market continues to improve, and latest quotations show an advance of 6d. Elegant Australian quotations of Adelaide July and August shipments have been sold at 41s, and one cargo has been disposed of at 41s 3d. [854, 682, 974, 742]
sub-heading: VETERINARY MEDICINES: [152, 582, 261, 592]
skin-sales-heading: Skin Sales. [42, 494, 108, 510]
divider [382, 510, 488, 513]
alcorn-heading: Robert Alcorn [279, 1037, 366, 1053]
sub-heading: A GOLDEN OPPORTUNITY. [152, 783, 261, 793]
ad-text: C. M. BROOKE, Pharmacist, DISPENSES the Ashburton Doctors Prescriptions with the best Drugs Obtainable. One and Sixpence per bottle, Adults, One Shilling Children. [150, 333, 263, 376]
table-header-cell: Aug.-Sept. [383, 310, 413, 336]
article-text: PARIS, August 28. General Boulanger has refused to become a candidate for the Senate. It is reported that he has gone on a visit to Sweden incognito. [741, 1076, 846, 1119]
article-text: The usual weekly meeting of the Star of the East Lodge, No. 65, I.O.G.T., was held in the Templar Hall, on Wednesday evening, Bro Arthur Hancock, W.C.T., presiding. There was a large attendance of members. The regular monthly meeting of the Band of Hope was held in the Wesleyan Sunday School, Tinwald, on Wednesday night. There was a very large attendance, and an excellent programme was contributed to. [617, 680, 733, 781]
article-heading: MR DILLON, M.P. [758, 920, 829, 929]
